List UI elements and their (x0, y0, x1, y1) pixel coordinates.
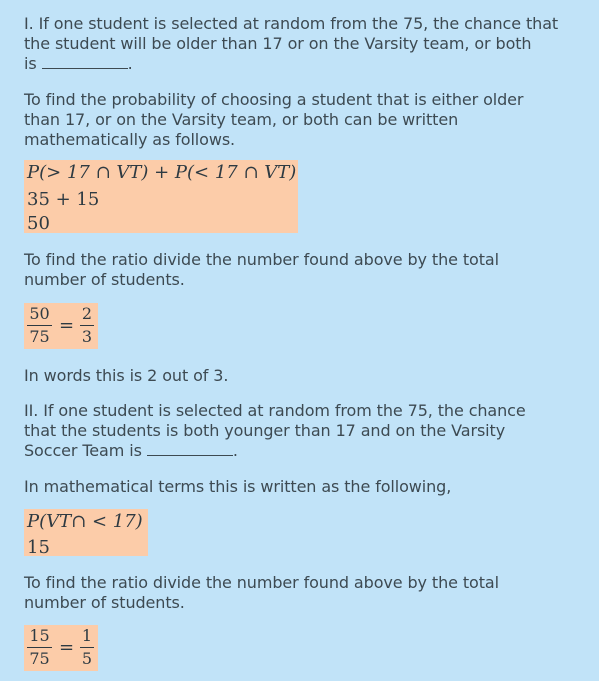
ratio-instruction (24, 250, 499, 290)
question-one-line-text: is (24, 54, 37, 73)
math-terms-paragraph (24, 477, 451, 497)
probability-expression: P(VT∩ < 17) (27, 511, 143, 532)
numerator: 1 (81, 626, 93, 645)
fraction-box-two (24, 625, 98, 671)
fraction-bar (27, 325, 52, 326)
fraction-left (27, 627, 52, 668)
ratio-instruction-line: number of students. (24, 270, 185, 289)
ratio-instruction-line: To find the ratio divide the number found above by the total (24, 250, 499, 269)
question-two-line-text: Soccer Team is (24, 441, 142, 460)
question-one-line: I. If one student is selected at random from the 75, the chance that (24, 14, 559, 33)
denominator: 3 (81, 327, 93, 346)
numerator: 2 (81, 304, 93, 323)
question-two-line (24, 441, 526, 461)
question-one (24, 14, 558, 74)
probability-value: 15 (27, 537, 50, 558)
ratio-instruction-line: To find the ratio divide the number found above by the total (24, 573, 499, 592)
probability-expression: P(> 17 ∩ VT) + P(< 17 ∩ VT) (27, 162, 297, 183)
equals-sign: = (59, 637, 75, 658)
fraction-bar (80, 325, 94, 326)
fraction-right (80, 305, 94, 346)
math-terms-line: In mathematical terms this is written as the following, (24, 477, 452, 496)
answer-blank (147, 441, 233, 456)
numerator: 15 (29, 626, 50, 645)
words-summary-line: In words this is 2 out of 3. (24, 366, 229, 385)
question-two-line: that the students is both younger than 17 and on the Varsity (24, 421, 506, 440)
denominator: 75 (29, 327, 50, 346)
question-two-line: II. If one student is selected at random from the 75, the chance (24, 401, 526, 420)
answer-blank (42, 54, 128, 69)
equals-sign: = (59, 315, 75, 336)
period: . (127, 54, 133, 73)
fraction-bar (27, 647, 52, 648)
words-summary (24, 366, 228, 386)
sum-expression: 35 + 15 (27, 189, 100, 210)
denominator: 75 (29, 649, 50, 668)
numerator: 50 (29, 304, 50, 323)
math-box-probability (24, 160, 298, 233)
denominator: 5 (81, 649, 93, 668)
explanation-line: To find the probability of choosing a student that is either older (24, 90, 524, 109)
fraction-bar (80, 647, 94, 648)
sum-result: 50 (27, 213, 50, 234)
fraction-left (27, 305, 52, 346)
math-box-younger (24, 509, 148, 556)
question-two (24, 401, 526, 461)
explanation-line: mathematically as follows. (24, 130, 236, 149)
explanation-line: than 17, or on the Varsity team, or both can be written (24, 110, 459, 129)
explanation-paragraph (24, 90, 523, 150)
ratio-instruction-two (24, 573, 499, 613)
fraction-right (80, 627, 94, 668)
fraction-box-one (24, 303, 98, 349)
period: . (232, 441, 238, 460)
question-one-line (24, 54, 558, 74)
ratio-instruction-line: number of students. (24, 593, 185, 612)
question-one-line: the student will be older than 17 or on the Varsity team, or both (24, 34, 532, 53)
